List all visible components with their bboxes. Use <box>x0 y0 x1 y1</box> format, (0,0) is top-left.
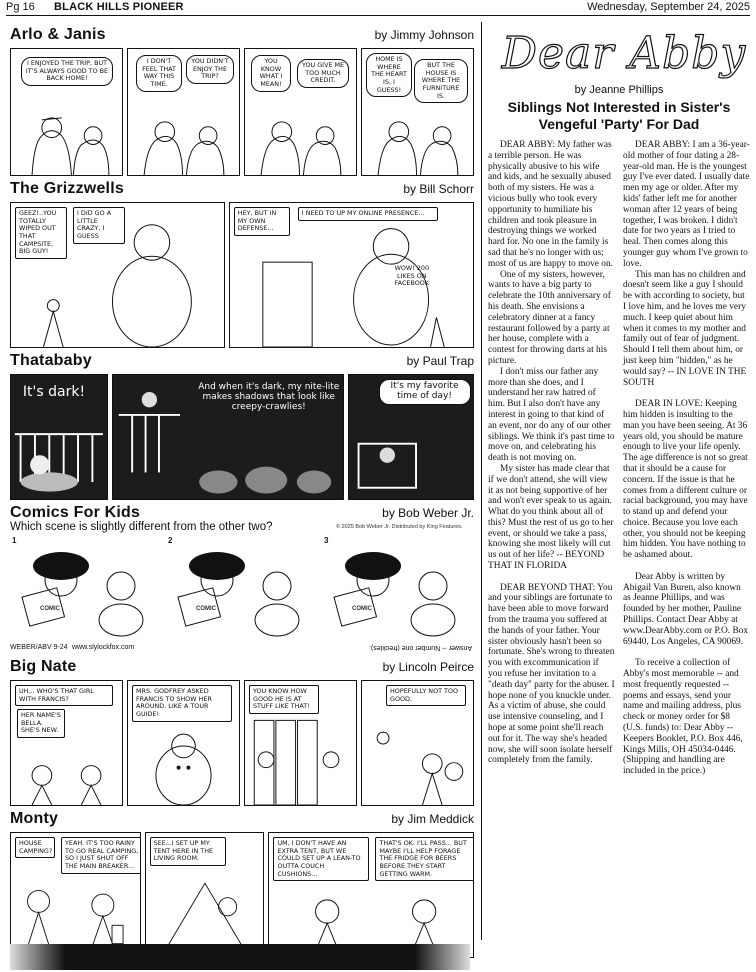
newspaper-name: BLACK HILLS PIONEER <box>54 1 184 13</box>
comicsforkids-scene-3 <box>322 536 474 642</box>
arlo-panel-4 <box>361 48 474 176</box>
dear-abby-col-2 <box>623 140 750 952</box>
comicsforkids-copyright: © 2025 Bob Weber Jr. Distributed by King Features. <box>336 524 463 530</box>
strip-grizzwells <box>10 202 474 348</box>
about-dear-abby: Dear Abby is written by Abigail Van Buren, also known as Jeanne Phillips, and was founded by her mother, Pauline Phillips. Contact Dear Abby at www.DearAbby.com or P.O. Box 69440, Los Angeles, CA 90069. <box>623 571 749 647</box>
comicsforkids-scene-2-art <box>166 536 318 642</box>
comicsforkids-subtitle: Which scene is slightly different from the other two? <box>10 521 273 533</box>
comicsforkids-url[interactable]: www.slylockfox.com <box>72 644 135 651</box>
arlo-bubble-4: YOU KNOW WHAT I MEAN! <box>251 55 291 92</box>
arlo-panel-3 <box>244 48 357 176</box>
strip-monty <box>10 832 474 958</box>
monty-bubble-5: THAT'S OK. I'LL PASS... BUT MAYBE I'LL HELP FORAGE THE FRIDGE FOR BEERS BEFORE THEY START GETTING WARM. <box>375 837 474 881</box>
bignate-bubble-4: YOU KNOW HOW GOOD HE IS AT STUFF LIKE THAT! <box>249 685 319 714</box>
monty-bubble-3: SEE...I SET UP MY TENT HERE IN THE LIVING ROOM. <box>150 837 226 866</box>
monty-bubble-2: YEAH. IT'S TOO RAINY TO GO REAL CAMPING, SO I JUST SHUT OFF THE MAIN BREAKER... <box>61 837 141 874</box>
dear-abby-column <box>488 22 750 942</box>
strip-comicsforkids <box>10 536 474 642</box>
grizzwells-bubble-2: I DID GO A LITTLE CRAZY, I GUESS <box>73 207 125 244</box>
letter-1: DEAR ABBY: My father was a terrible person. He was physically abusive to his wife and kids, and he sexually abused both of my sisters. He was a vicious bully who took every opportunity to humiliate his children and took pleasure in destroying things we worked hard for. No one in the family is sad that he's no longer with us; most of us are happy to move on. <box>488 140 613 269</box>
comicsforkids-scene-1 <box>10 536 162 642</box>
reply-2: DEAR IN LOVE: Keeping him hidden is insulting to the man you have been seeing. At 36 years old, you should be mature enough to live your life openly. The age difference is not so great that it should be a cause for concern. If the issue is that he comes from a different culture or racial background, you may have to stand up and defend your choice. Because you love each other, you should not be keeping him hidden. You have nothing to be ashamed about. <box>623 399 748 561</box>
comicsforkids-footer <box>10 644 474 654</box>
thatababy-panel-1 <box>10 374 108 500</box>
strip-author-monty: by Jim Meddick <box>391 812 474 826</box>
bignate-bubble-1: UH... WHO'S THAT GIRL WITH FRANCIS? <box>15 685 113 706</box>
bignate-bubble-3: MRS. GODFREY ASKED FRANCIS TO SHOW HER AROUND. LIKE A TOUR GUIDE! <box>132 685 232 722</box>
comic-book-label-3: COMIC <box>352 606 372 612</box>
arlo-bubble-5: YOU GIVE ME TOO MUCH CREDIT. <box>297 59 349 88</box>
grizzwells-bubble-5: WOW! 200 LIKES ON FACEBOOK <box>394 264 430 288</box>
monty-panel-2 <box>145 832 265 958</box>
column-divider <box>481 22 482 940</box>
dear-abby-col-1 <box>488 140 615 952</box>
bottom-shaded-bar <box>10 944 470 970</box>
reply-1: DEAR BEYOND THAT: You and your siblings are fortunate to have been able to move forward from the trauma you suffered at the hands of your father. Your sister obviously hasn't been so fortunate. She's wrong to threaten you with excommunication if you refuse her invitation to a "death day" party for the abuser. I hope none of you knuckle under. As a victim of abuse, she could use intensive counseling, and I hope at some point she'll reach out for it. The way she's headed now, she will soon isolate herself completely from the family. <box>488 582 615 766</box>
comicsforkids-scene-1-art <box>10 536 162 642</box>
strip-author-arlo: by Jimmy Johnson <box>374 28 474 42</box>
bignate-bubble-5: HOPEFULLY NOT TOO GOOD. <box>386 685 466 706</box>
strip-title-monty: Monty <box>10 810 59 827</box>
strip-bignate <box>10 680 474 806</box>
comic-book-label-1: COMIC <box>40 606 60 612</box>
grizzwells-bubble-4: I NEED TO UP MY ONLINE PRESENCE... <box>298 207 438 221</box>
thatababy-bubble-3: It's my favorite time of day! <box>379 379 471 405</box>
grizzwells-panel-1 <box>10 202 225 348</box>
grizzwells-bubble-3: HEY, BUT IN MY OWN DEFENSE... <box>234 207 290 236</box>
page-number: Pg 16 <box>6 1 35 13</box>
monty-panel-3 <box>268 832 474 958</box>
letter-1-p2: One of my sisters, however, wants to have a big party to celebrate the 10th anniversary of his death. She envisions a celebratory dinner at a fancy restaurant followed by a party at her house, complete with a contest for throwing darts at his picture. <box>488 269 611 366</box>
letter-2-p2: This man has no children and doesn't seem like a guy I should be with according to society, but I love him, and he loves me very much. I keep quiet about him when it comes to my mother and family out of fear of judgment. Should I tell them about him, or just keep him "hidden," as he would say? -- IN LOVE IN THE SOUTH <box>623 269 747 388</box>
bignate-panel-3 <box>244 680 357 806</box>
letter-1-p4: My sister has made clear that if we don't attend, she will view it as not being supportive of her and won't ever speak to us again. What do you think about all of this? Must the rest of us go to her event, or should we take a pass, knowing she most likely will cut us out of her life? -- BEYOND THAT IN FLORIDA <box>488 463 614 572</box>
strip-author-comicsforkids: by Bob Weber Jr. <box>382 506 474 520</box>
bignate-panel-1 <box>10 680 123 806</box>
arlo-bubble-7: BUT THE HOUSE IS WHERE THE FURNITURE IS. <box>414 59 468 103</box>
thatababy-panel-3 <box>348 374 474 500</box>
arlo-bubble-1: I ENJOYED THE TRIP, BUT IT'S ALWAYS GOOD TO BE BACK HOME! <box>21 57 113 86</box>
arlo-panel-1 <box>10 48 123 176</box>
page-header <box>6 0 750 16</box>
grizzwells-panel-2 <box>229 202 474 348</box>
strip-title-thatababy: Thatababy <box>10 352 92 369</box>
letter-1-p3: I don't miss our father any more than she does, and I understand her raw hatred of him. But I also don't have any interest in going to that kind of an event, nor do any of our other siblings. We think it's past time to move on, and celebrating his death is not moving on. <box>488 366 615 464</box>
dear-abby-headline: Siblings Not Interested in Sister's Vengeful 'Party' For Dad <box>507 99 731 132</box>
strip-author-thatababy: by Paul Trap <box>406 354 474 368</box>
dear-abby-logo: Dear Abby <box>501 28 747 79</box>
dear-abby-body <box>488 140 750 952</box>
strip-title-bignate: Big Nate <box>10 658 77 675</box>
comics-section <box>6 22 476 940</box>
comicsforkids-scene-2 <box>166 536 318 642</box>
thatababy-bubble-1: It's dark! <box>22 384 86 400</box>
bignate-bubble-2: HER NAME'S BELLA. SHE'S NEW. <box>17 709 65 738</box>
arlo-panel-2 <box>127 48 240 176</box>
bignate-panel-4 <box>361 680 474 806</box>
thatababy-bubble-2: And when it's dark, my nite-lite makes shadows that look like creepy-crawlies! <box>198 382 340 412</box>
comicsforkids-scene-3-art <box>322 536 474 642</box>
arlo-bubble-3: YOU DIDN'T ENJOY THE TRIP? <box>186 55 234 84</box>
strip-title-arlo: Arlo & Janis <box>10 26 106 43</box>
scene-number-3: 3 <box>324 536 329 545</box>
arlo-bubble-2: I DON'T FEEL THAT WAY THIS TIME. <box>136 55 182 92</box>
strip-title-grizzwells: The Grizzwells <box>10 180 124 197</box>
thatababy-panel-2 <box>112 374 344 500</box>
strip-author-grizzwells: by Bill Schorr <box>403 182 474 196</box>
grizzwells-bubble-1: GEEZ!..YOU TOTALLY WIPED OUT THAT CAMPSITE, BIG GUY! <box>15 207 67 259</box>
strip-thatababy <box>10 374 474 500</box>
monty-panel-1 <box>10 832 141 958</box>
bignate-panel-2 <box>127 680 240 806</box>
scene-number-2: 2 <box>168 536 173 545</box>
issue-date: Wednesday, September 24, 2025 <box>587 1 750 13</box>
arlo-bubble-6: HOME IS WHERE THE HEART IS, I GUESS! <box>366 53 412 97</box>
monty-bubble-1: HOUSE CAMPING? <box>15 837 55 858</box>
dear-abby-byline: by Jeanne Phillips <box>574 84 664 96</box>
scene-number-1: 1 <box>12 536 17 545</box>
strip-author-bignate: by Lincoln Peirce <box>382 660 474 674</box>
comic-book-label-2: COMIC <box>196 606 216 612</box>
strip-arlo <box>10 48 474 176</box>
monty-bubble-4: UM, I DON'T HAVE AN EXTRA TENT, BUT WE COULD SET UP A LEAN-TO OUTTA COUCH CUSHIONS... <box>273 837 369 881</box>
comicsforkids-answer: Answer -- Number one (freckles). <box>368 644 472 651</box>
strip-title-comicsforkids: Comics For Kids <box>10 504 141 521</box>
booklet-offer: To receive a collection of Abby's most memorable -- and most frequently requested -- poems and essays, send your name and mailing address, plus check or money order for $8 (U.S. funds) to: Dear Abby -- Keepers Booklet, P.O. Box 446, Kings Mills, OH 45034-0446. (Shipping and handling are included in the price.) <box>623 658 743 777</box>
comicsforkids-signature: WEBER/ABV 9-24 <box>10 644 68 651</box>
letter-2: DEAR ABBY: I am a 36-year-old mother of four dating a 28-year-old man. He is the youngest guy I've ever dated. I usually date men my age or older. After my kids' father left me for another woman after 12 years of being together, I was broken. I didn't date for two years as I tried to heal. Then comes along this younger guy whom I've grown to love. <box>623 140 750 269</box>
